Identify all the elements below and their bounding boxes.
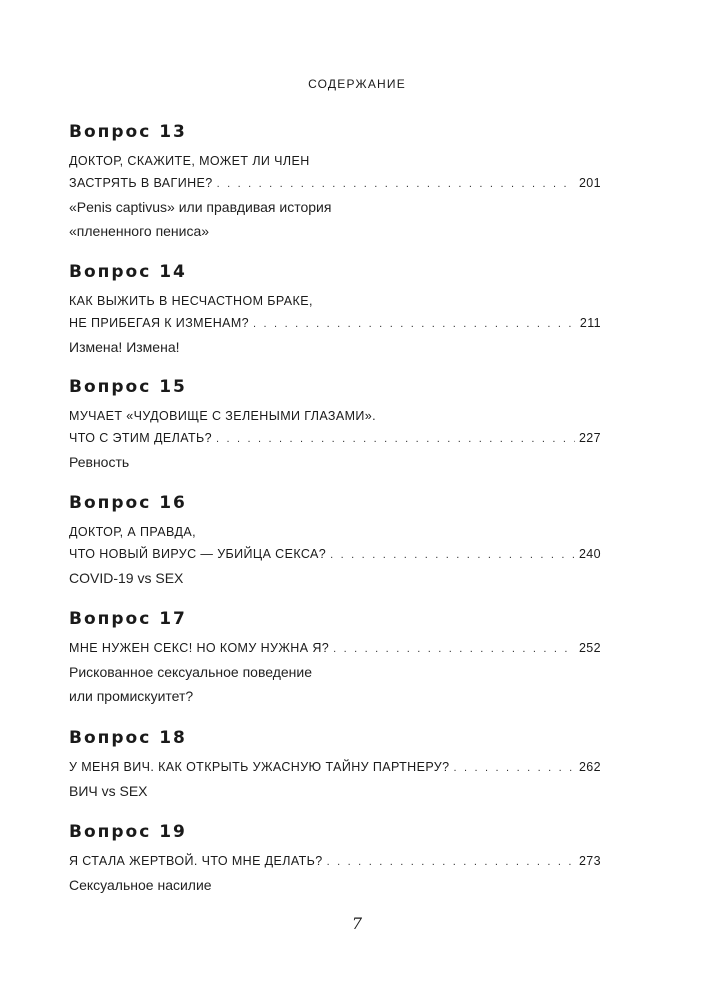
page-number: 273 xyxy=(578,854,601,868)
chapter-heading-line: ДОКТОР, СКАЖИТЕ, МОЖЕТ ЛИ ЧЛЕН xyxy=(69,154,310,168)
dot-leader xyxy=(454,757,575,779)
chapter-heading-line: ДОКТОР, А ПРАВДА, xyxy=(69,525,196,539)
chapter-subtitle: или промискуитет? xyxy=(69,688,194,704)
question-title: Вопрос 19 xyxy=(69,822,187,842)
chapter-subtitle: «Penis captivus» или правдивая история xyxy=(69,199,332,215)
chapter-subtitle: Рискованное сексуальное поведение xyxy=(69,664,312,680)
toc-entry[interactable] xyxy=(69,493,601,590)
toc-entry[interactable] xyxy=(69,728,601,803)
dot-leader xyxy=(253,313,576,335)
chapter-subtitle: Сексуальное насилие xyxy=(69,877,212,893)
question-title: Вопрос 13 xyxy=(69,122,187,142)
chapter-subtitle: Измена! Измена! xyxy=(69,339,180,355)
chapter-heading-line: Я СТАЛА ЖЕРТВОЙ. ЧТО МНЕ ДЕЛАТЬ? xyxy=(69,854,323,868)
chapter-heading-line: МНЕ НУЖЕН СЕКС! НО КОМУ НУЖНА Я? xyxy=(69,641,330,655)
page-number: 201 xyxy=(578,176,601,190)
toc-entry[interactable] xyxy=(69,262,601,359)
page-number: 262 xyxy=(578,760,601,774)
dot-leader xyxy=(333,638,575,660)
dot-leader xyxy=(217,173,575,195)
chapter-heading-with-page xyxy=(69,756,601,779)
dot-leader xyxy=(216,428,575,450)
chapter-heading-line: НЕ ПРИБЕГАЯ К ИЗМЕНАМ? xyxy=(69,316,250,330)
toc-entry[interactable] xyxy=(69,377,601,474)
toc-entry[interactable] xyxy=(69,609,601,708)
question-title: Вопрос 18 xyxy=(69,728,187,748)
chapter-subtitle: Ревность xyxy=(69,454,130,470)
chapter-heading-line: ЧТО С ЭТИМ ДЕЛАТЬ? xyxy=(69,431,212,445)
question-title: Вопрос 16 xyxy=(69,493,187,513)
question-title: Вопрос 17 xyxy=(69,609,187,629)
chapter-heading-with-page xyxy=(69,543,601,566)
page-folio: 7 xyxy=(351,914,363,933)
chapter-heading-with-page xyxy=(69,637,601,660)
toc-entry[interactable] xyxy=(69,122,601,243)
dot-leader xyxy=(330,544,575,566)
chapter-heading-line: КАК ВЫЖИТЬ В НЕСЧАСТНОМ БРАКЕ, xyxy=(69,294,313,308)
page-number: 227 xyxy=(578,431,601,445)
chapter-subtitle: COVID-19 vs SEX xyxy=(69,570,184,586)
chapter-subtitle: «плененного пениса» xyxy=(69,223,210,239)
chapter-heading-line: У МЕНЯ ВИЧ. КАК ОТКРЫТЬ УЖАСНУЮ ТАЙНУ ПАРТНЕРУ? xyxy=(69,760,450,774)
chapter-heading-with-page xyxy=(69,312,601,335)
chapter-heading-line: ЗАСТРЯТЬ В ВАГИНЕ? xyxy=(69,176,213,190)
toc-entry[interactable] xyxy=(69,822,601,897)
chapter-heading-line: ЧТО НОВЫЙ ВИРУС — УБИЙЦА СЕКСА? xyxy=(69,547,327,561)
running-head: СОДЕРЖАНИЕ xyxy=(308,77,406,91)
chapter-heading-line: МУЧАЕТ «ЧУДОВИЩЕ С ЗЕЛЕНЫМИ ГЛАЗАМИ». xyxy=(69,409,377,423)
page-number: 211 xyxy=(579,316,601,330)
chapter-heading-with-page xyxy=(69,427,601,450)
question-title: Вопрос 15 xyxy=(69,377,187,397)
chapter-heading-with-page xyxy=(69,850,601,873)
chapter-subtitle: ВИЧ vs SEX xyxy=(69,783,148,799)
page-number: 240 xyxy=(578,547,601,561)
page-number: 252 xyxy=(578,641,601,655)
question-title: Вопрос 14 xyxy=(69,262,187,282)
dot-leader xyxy=(327,851,575,873)
chapter-heading-with-page xyxy=(69,172,601,195)
